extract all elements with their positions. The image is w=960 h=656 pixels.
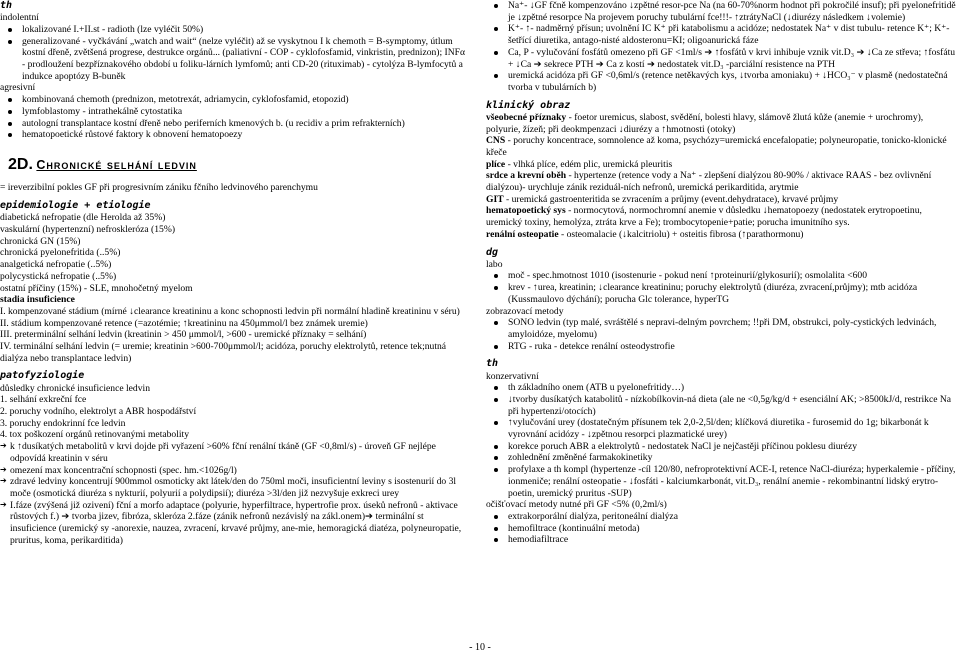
list-item: extrakorporální dialýza, peritoneální dialýza bbox=[486, 511, 958, 523]
list-item: 1. selhání exkreční fce bbox=[0, 394, 87, 406]
list-item: moč - spec.hmotnost 1010 (isostenurie - pokud není ↑proteinurií/glykosurií); osmolalita <600 bbox=[486, 270, 958, 282]
list-item: Na⁺- ↓GF fčně kompenzováno ↓zpětné resor-pce Na (na 60-70%norm hodnot při pokročilé insuf); při pyelonefritidě je ↓zpětné resorpce Na projevem poruchy tubulární fce!!!- ↑ztrátyNaCl (↓diurézy následkem ↓volemie) bbox=[486, 0, 958, 23]
list-item: polycystická nefropatie (..5%) bbox=[0, 270, 117, 282]
epid-list bbox=[0, 212, 470, 294]
klin-heading: klinický obraz bbox=[486, 99, 571, 111]
list-item: uremická acidóza při GF <0,6ml/s (retence netěkavých kys, ↓tvorba amoniaku) + ↓HCO₃⁻ v plasmě (nedostatečná tvorba v tubulárních b) bbox=[486, 70, 958, 93]
klin-item bbox=[486, 205, 958, 228]
klin-item bbox=[486, 194, 958, 206]
klin-item bbox=[486, 159, 958, 171]
list-item: analgetická nefropatie (..5%) bbox=[0, 259, 112, 271]
stadium-item: III. preterminální selhání ledvin (kreatinin > 450 μmmol/l, >600 - uremické příznaky = selhání) bbox=[0, 329, 367, 341]
list-item: korekce poruch ABR a elektrolytů - nedostatek NaCl je nejčastěji příčinou poklesu diurézy bbox=[486, 441, 958, 453]
stadium-item: IV. terminální selhání ledvin (= uremie; kreatinin >600-700μmmol/l; acidóza, poruchy elektrolytů, retence tek;nutná dialýza nebo transplantace ledvin) bbox=[0, 341, 447, 364]
label: agresivní bbox=[0, 82, 36, 94]
stadia-heading: stadia insuficience bbox=[0, 294, 75, 306]
klin-text: - normocytová, normochromní anemie v důsledku ↓hematopoezy (nedostatek erytropoetinu, uremický toxiny, hemolýza, ztráta krve a Fe); trombocytopenie+patie; porucha imunitního sys. bbox=[486, 205, 922, 229]
dg-zobr-heading: zobrazovací metody bbox=[486, 305, 564, 317]
th-conservative-list bbox=[486, 382, 958, 499]
klin-label: renální osteopatie bbox=[486, 228, 559, 240]
label: indolentní bbox=[0, 12, 39, 24]
klin-label: všeobecné příznaky bbox=[486, 111, 567, 123]
electrolyte-list bbox=[486, 0, 958, 94]
stadium-item: II. stádium kompenzované retence (=azotémie; ↑kreatininu na 450μmmol/l bez známek uremie) bbox=[0, 317, 368, 329]
stadia-list bbox=[0, 306, 470, 365]
list-item: lymfoblastomy - intrathekálně cytostatika bbox=[0, 106, 470, 118]
arrow-item: ➔ k ↑dusíkatých metabolitů v krvi dojde při vyřazení >60% fční renální tkáně (GF <0,8ml/s) - úroveň GF nejlépe odpovídá kreatinin v séru bbox=[0, 441, 470, 464]
section-heading bbox=[8, 155, 470, 175]
list-item: 3. poruchy endokrinní fce ledvin bbox=[0, 417, 126, 429]
klin-text: - uremická gastroenteritida se zvracením a průjmy (event.dehydratace), krvavé průjmy bbox=[503, 193, 839, 205]
list-item: th základního onem (ATB u pyelonefritidy…) bbox=[486, 382, 958, 394]
list-item: 2. poruchy vodního, elektrolyt a ABR hospodářství bbox=[0, 406, 197, 418]
list-item: diabetická nefropatie (dle Herolda až 35%) bbox=[0, 212, 166, 224]
th-oc-heading: očišťovací metody nutné při GF <5% (0,2ml/s) bbox=[486, 499, 667, 511]
klin-item bbox=[486, 135, 958, 158]
th-subheading: konzervativní bbox=[486, 370, 539, 382]
klin-list bbox=[486, 112, 958, 241]
page-number: - 10 - bbox=[469, 641, 491, 653]
stadium-item: I. kompenzované stádium (mírné ↓clearance kreatininu a konc schopnosti ledvin při normální hladině kreatininu v séru) bbox=[0, 305, 460, 317]
patofyz-subheading: důsledky chronické insuficience ledvin bbox=[0, 382, 150, 394]
list-item: ostatní příčiny (15%) - SLE, mnohočetný myelom bbox=[0, 282, 193, 294]
dg-list bbox=[486, 270, 958, 305]
list-item: kombinovaná chemoth (prednizon, metotrexát, adriamycin, cyklofosfamid, etopozid) bbox=[0, 94, 470, 106]
klin-item bbox=[486, 112, 958, 135]
patofyz-heading: patofyziologie bbox=[0, 370, 85, 382]
klin-text: - vlhká plíce, edém plic, uremická pleuritis bbox=[505, 158, 673, 170]
list-item: hemofiltrace (kontinuální metoda) bbox=[486, 523, 958, 535]
klin-label: hematopoetický sys bbox=[486, 205, 566, 217]
list-item: profylaxe a th kompl (hypertenze -cíl 120/80, nefroprotektivní ACE-I, retence NaCl-diuréza; hyperkalemie - příčiny, ionmeniče; renální osteopatie - ↓fosfáti - kalciumkarbonát, vit.D₃, renální anemie - rekombinantní lidský erytro-poetin, uremický pruritus -SUP) bbox=[486, 464, 958, 499]
arrow-item: ➔ zdravé ledviny koncentrují 900mmol osmoticky akt látek/den do 750ml moči, insuficientní leviny s isostenurií do 3l moče (osmotická diuréza s nykturií, polyurií a polydipsií); diuréza >3l/den již nezvyšuje exkreci urey bbox=[0, 476, 470, 499]
patofyz-list bbox=[0, 394, 470, 441]
arrow-item: ➔ omezení max koncentrační schopnosti (spec. hm.<1026g/l) bbox=[0, 465, 470, 477]
list-item: 4. tox poškození orgánů retinovanými metabolity bbox=[0, 429, 189, 441]
klin-label: CNS bbox=[486, 135, 506, 147]
list-item: SONO ledvin (typ malé, svráštělé s nepravi-delným povrchem; !!při DM, obstrukci, poly-cystických ledvinách, amyloidóze, myelomu) bbox=[486, 317, 958, 340]
list-item: chronická GN (15%) bbox=[0, 235, 81, 247]
klin-item bbox=[486, 170, 958, 193]
klin-text: - poruchy koncentrace, somnolence až koma, psychózy=uremická encefalopatie; polyneuropatie, tonicko-klonické křeče bbox=[486, 135, 947, 158]
list-item: ↑vylučování urey (dostatečným přísunem tek 2,0-2,5l/den; klíčková diuretika - furosemid do 1g; bikarbonát k vyrovnání acidózy - ↓zpětnou resorpci plazmatické urey) bbox=[486, 417, 958, 440]
th-oc-list bbox=[486, 511, 958, 546]
list-item: generalizované - vyčkávání „watch and wait“ (nelze vyléčit) až se vyskytnou I k chemoth = B-symptomy, útlum kostní dřeně, zvětšená progrese, destrukce orgánů... (paliativní - COP - cyklofosfamid, vinkristin, prednizon); INFα - prodloužení bezpříznakového období u foliku-lárních lymfomů; anti CD-20 (rituximab) - cytolýza B-lymfocytů a indukce apoptózy B-buněk bbox=[0, 36, 470, 83]
list-item: ↓tvorby dusíkatých katabolitů - nízkobílkovin-ná dieta (ale ne <0,5g/kg/d + esenciální AK; >8500kJ/d, restrikce Na při hypertenzi/otocích) bbox=[486, 394, 958, 417]
klin-label: plíce bbox=[486, 158, 506, 170]
list-item: vaskulární (hypertenzní) nefroskleróza (15%) bbox=[0, 224, 176, 236]
list-item: chronická pyelonefritida (..5%) bbox=[0, 247, 121, 259]
definition: = ireverzibilní pokles GF při progresivním zániku fčního ledvinového parenchymu bbox=[0, 182, 318, 194]
right-column bbox=[486, 0, 958, 546]
list-item: lokalizované I.+II.st - radioth (lze vyléčit 50%) bbox=[0, 24, 470, 36]
klin-label: GIT bbox=[486, 193, 504, 205]
left-column bbox=[0, 0, 470, 547]
klin-item bbox=[486, 229, 958, 241]
section-number: 2D. bbox=[8, 155, 33, 173]
dg-zobr-list bbox=[486, 317, 958, 352]
epid-heading: epidemiologie + etiologie bbox=[0, 200, 151, 212]
klin-text: - foetor uremicus, slabost, svědění, bolesti hlavy, slámově žlutá kůže (anemie + urochromy), polyurie, žízeň; při deokmpenzaci ↓diurézy a ↑hmotnosti (otoky) bbox=[486, 111, 924, 135]
th-heading: th bbox=[0, 0, 13, 11]
th-heading-right: th bbox=[486, 358, 499, 370]
list-item: krev - ↑urea, kreatinin; ↓clearance kreatininu; poruchy elektrolytů (diuréza, zvracení,průjmy); mtb acidóza (Kussmaulovo dýchání); porucha Glc tolerance, hyperTG bbox=[486, 282, 958, 305]
dg-heading: dg bbox=[486, 246, 499, 258]
klin-text: - osteomalacie (↓kalcitriolu) + osteitis fibrosa (↑parathormonu) bbox=[558, 228, 804, 240]
list-item: K⁺- ↑- nadměrný přísun; uvolnění IC K⁺ při katabolismu a acidóze; nedostatek Na⁺ v dist tubulu- retence K⁺; K⁺-šetřící diuretika, antago-nisté aldosteronu=KI; oligoanurická fáze bbox=[486, 23, 958, 46]
dg-subheading: labo bbox=[486, 258, 503, 270]
list-item: hematopoetické růstové faktory k obnovení hematopoezy bbox=[0, 129, 470, 141]
list-item: zohlednění změněné farmakokinetiky bbox=[486, 452, 958, 464]
list-item: hemodiafiltrace bbox=[486, 534, 958, 546]
arrow-item: ➔ I.fáze (zvýšená již ozivení) fční a morfo adaptace (polyurie, hyperfiltrace, hypertrofie prox. úseků nefronů - aktivace růstových f.) ➔ tvorba jizev, fibróza, skleróza 2.fáze (zánik nefronů nezávislý na zákl.onem)➔ terminální st insuficience (uremický sy -anorexie, nauzea, zvracení, krvavé průjmy, ane-mie, hemoragická diatéza, polyneuropatie, pruritus, koma, perikarditida) bbox=[0, 500, 470, 547]
th-list bbox=[0, 12, 470, 141]
klin-label: srdce a krevní oběh bbox=[486, 170, 567, 182]
list-item: Ca, P - vylučování fosfátů omezeno při GF <1ml/s ➔ ↑fosfátů v krvi inhibuje vznik vit.D₃ ➔ ↓Ca ze střeva; ↑fosfátu + ↓Ca ➔ sekrece PTH ➔ Ca z kostí ➔ nedostatek vit.D₃ -parciální resistence na PTH bbox=[486, 47, 958, 70]
klin-text: - hypertenze (retence vody a Na⁺ - zlepšení dialýzou 80-90% / aktivace RAAS - bez ovlivnění dialýzou)- urychluje zánik reziduál-ních nefronů, uremická perikarditida, arytmie bbox=[486, 170, 932, 194]
list-item: RTG - ruka - detekce renální osteodystrofie bbox=[486, 341, 958, 353]
list-item: autologní transplantace kostní dřeně nebo periferních kmenových b. (u recidiv a prim refrakterních) bbox=[0, 118, 470, 130]
arrow-list bbox=[0, 441, 470, 546]
section-title: Chronické selhání ledvin bbox=[36, 157, 197, 172]
